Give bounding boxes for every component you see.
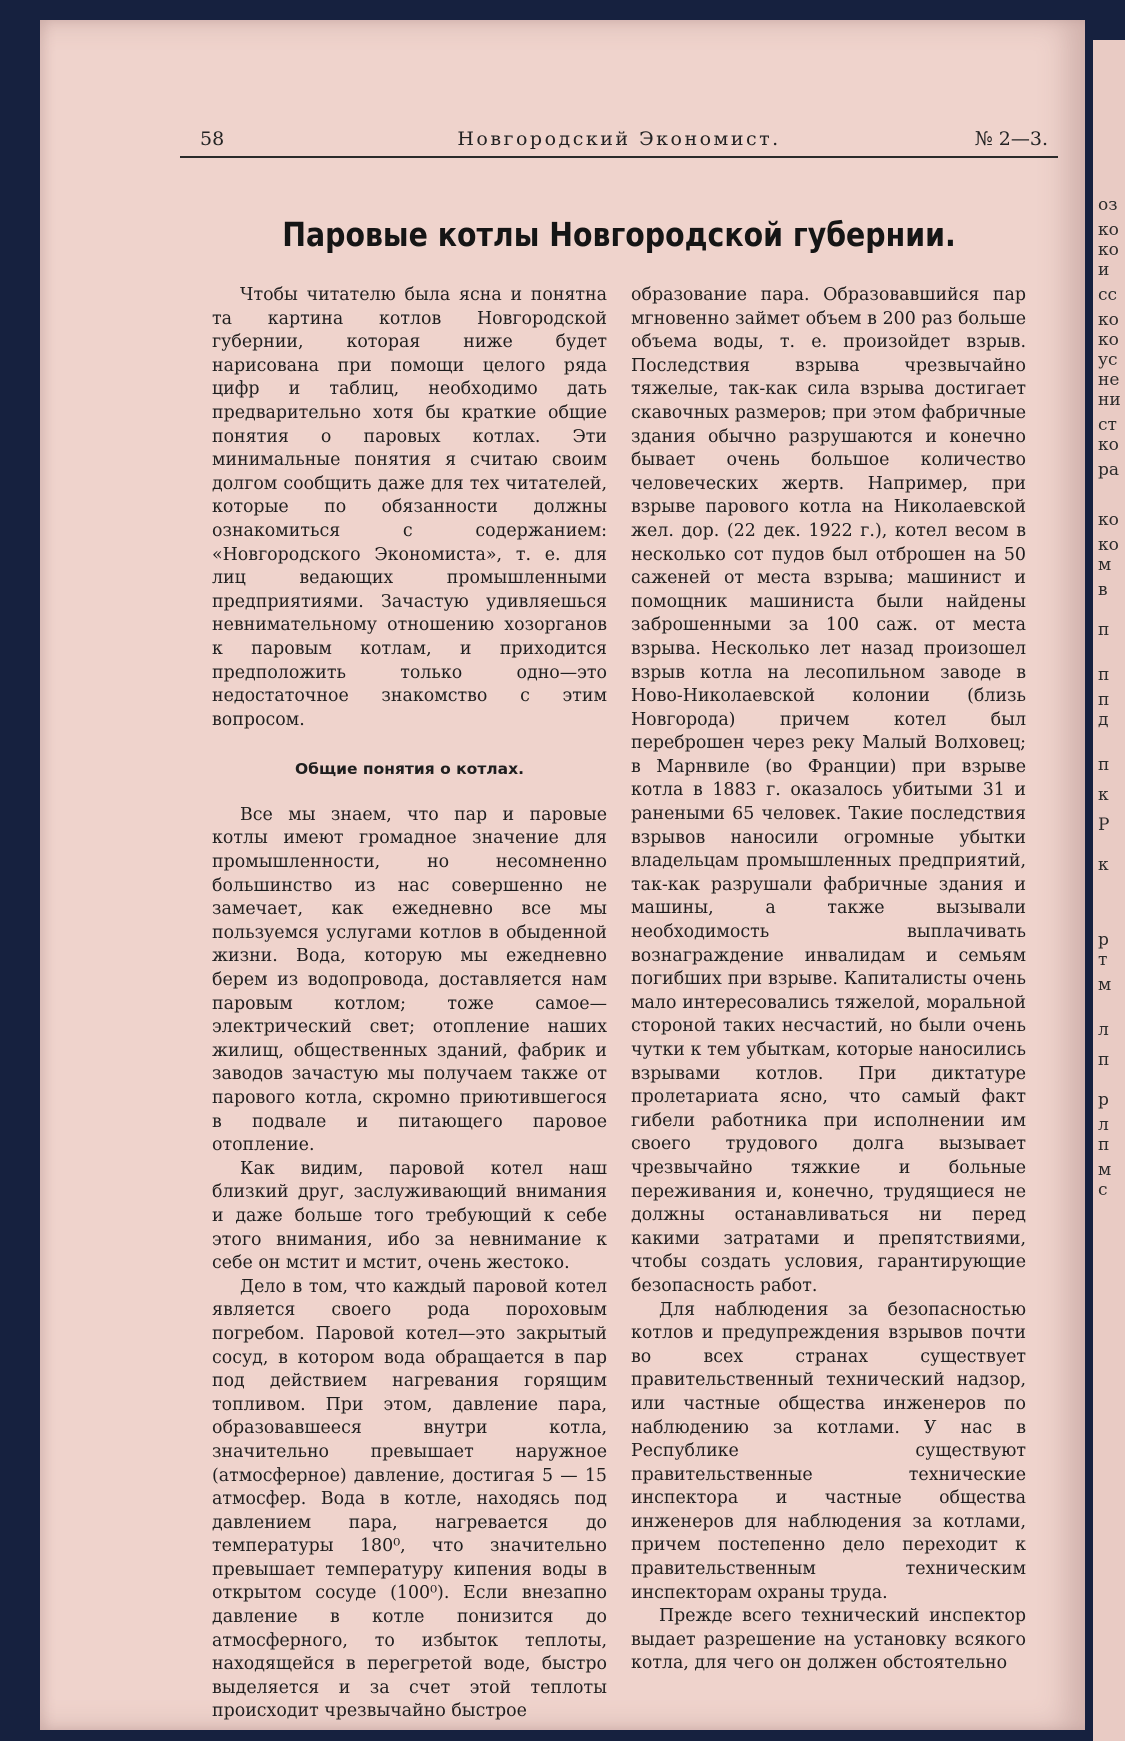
- next-page-fragment: р: [1098, 1090, 1109, 1110]
- paragraph: Все мы знаем, что пар и паровые котлы имеют громадное значение для промышленности, но несомненно большинство из нас совершенно не замечает, как ежедневно все мы пользуемся услугами котлов в обыденной жизни. Вода, которую мы ежедневно берем из водопровода, доставляется нам паровым котлом; тоже самое—электрический свет; отопление наших жилищ, общественных зданий, фабрик и заводов зачастую мы получаем также от парового котла, скромно приютившегося в подвале и питающего паровое отопление.: [212, 804, 607, 1156]
- next-page-fragment: ко: [1098, 510, 1119, 530]
- next-page-fragment: к: [1098, 785, 1109, 805]
- next-page-fragment: ни: [1098, 390, 1121, 410]
- next-page-fragment: ус: [1098, 350, 1118, 370]
- next-page-fragment: Р: [1098, 815, 1110, 835]
- next-page-fragment: ко: [1098, 220, 1119, 240]
- next-page-fragment: л: [1098, 1020, 1109, 1040]
- paragraph: Прежде всего технический инспектор выдает разрешение на установку всякого котла, для чего он должен обстоятельно: [631, 1606, 1026, 1674]
- article-title: Паровые котлы Новгородской губернии.: [282, 215, 956, 254]
- next-page-fragment: п: [1098, 755, 1110, 775]
- next-page-fragment: п: [1098, 1050, 1110, 1070]
- next-page-fragment: п: [1098, 665, 1110, 685]
- next-page-fragment: л: [1098, 1115, 1109, 1135]
- next-page-fragment: в: [1098, 580, 1108, 600]
- next-page-fragment: ко: [1098, 330, 1119, 350]
- next-page-fragment: оз: [1098, 195, 1118, 215]
- next-page-fragment: и: [1098, 260, 1110, 280]
- next-page-fragment: м: [1098, 975, 1112, 995]
- next-page-fragment: с: [1098, 1180, 1108, 1200]
- next-page-fragment: ст: [1098, 415, 1117, 435]
- section-subheading: Общие понятия о котлах.: [294, 760, 524, 779]
- issue-number: № 2—3.: [974, 128, 1048, 150]
- right-column: [631, 284, 1026, 1676]
- next-page-fragment: ко: [1098, 535, 1119, 555]
- paragraph: Для наблюдения за безопасностью котлов и предупреждения взрывов почти во всех странах существует правительственный технический надзор, или частные общества инженеров по наблюдению за котлами. У нас в Республике существуют правительственные технические инспектора и частные общества инженеров для наблюдения за котлами, причем постепенно дело переходит к правительственным техническим инспекторам охраны труда.: [631, 1299, 1026, 1603]
- next-page-fragment: т: [1098, 950, 1108, 970]
- next-page-fragment: р: [1098, 930, 1109, 950]
- next-page-fragment: м: [1098, 1160, 1112, 1180]
- paragraph: образование пара. Образовавшийся пар мгновенно займет объем в 200 раз больше объема воды, т. е. произойдет взрыв. Последствия взрыва чрезвычайно тяжелые, так-как сила взрыва достигает скавочных размеров; при этом фабричные здания обычно разрушаются и конечно бывает очень большое количество человеческих жертв. Например, при взрыве парового котла на Николаевской жел. дор. (22 дек. 1922 г.), котел весом в несколько сот пудов был отброшен на 50 саженей от места взрыва; машинист и помощник машиниста были найдены заброшенными за 100 саж. от места взрыва. Несколько лет назад произошел взрыв котла на лесопильном заводе в Ново-Николаевской колонии (близь Новгорода) причем котел был переброшен через реку Малый Волховец; в Марнвиле (во Франции) при взрыве котла в 1883 г. оказалось убитыми 31 и ранеными 65 человек. Такие последствия взрывов наносили огромные убытки владельцам промышленных предприятий, так-как разрушали фабричные здания и машины, а также вызывали необходимость выплачивать вознаграждение инвалидам и семьям погибших при взрыве. Капиталисты очень мало интересовались тяжелой, моральной стороной таких несчастий, но были очень чутки к тем убыткам, которые наносились взрывами котлов. При диктатуре пролетариата ясно, что самый факт гибели работника при исполнении им своего трудового долга вызывает чрезвычайно тяжкие и больные переживания и, конечно, трудящиеся не должны останавливаться ни перед какими затратами и препятствиями, чтобы создать условия, гарантирующие безопасность работ.: [631, 285, 1026, 1296]
- paragraph: Как видим, паровой котел наш близкий друг, заслуживающий внимания и даже больше того требующий к себе этого внимания, ибо за невнимание к себе он мстит и мстит, очень жестоко.: [212, 1158, 607, 1274]
- next-page-fragment: ко: [1098, 310, 1119, 330]
- next-page-fragment: п: [1098, 690, 1110, 710]
- left-column: [212, 284, 607, 1724]
- next-page-fragment: п: [1098, 1135, 1110, 1155]
- next-page-fragment: ко: [1098, 240, 1119, 260]
- next-page-fragment: д: [1098, 710, 1109, 730]
- next-page-fragment: не: [1098, 370, 1120, 390]
- next-page-edge: [1093, 40, 1125, 1741]
- paragraph: Чтобы читателю была ясна и понятна та картина котлов Новгородской губернии, которая ниже будет нарисована при помощи целого ряда цифр и таблиц, необходимо дать предварительно хотя бы краткие общие понятия о паровых котлах. Эти минимальные понятия я считаю своим долгом сообщить даже для тех читателей, которые по обязанности должны ознакомиться с содержанием: «Новгородского Экономиста», т. е. для лиц ведающих промышленными предприятиями. Зачастую удивляешься невнимательному отношению хозорганов к паровым котлам, и приходится предположить только одно—это недостаточное знакомство с этим вопросом.: [212, 285, 607, 730]
- page-number: 58: [200, 128, 225, 150]
- next-page-fragment: сс: [1098, 285, 1118, 305]
- next-page-fragment: ко: [1098, 435, 1119, 455]
- journal-title: Новгородский Экономист.: [457, 128, 781, 150]
- next-page-fragment: к: [1098, 855, 1109, 875]
- next-page-fragment: п: [1098, 620, 1110, 640]
- paragraph: Дело в том, что каждый паровой котел является своего рода пороховым погребом. Паровой котел—это закрытый сосуд, в котором вода обращается в пар под действием нагревания горящим топливом. При этом, давление пара, образовавшееся внутри котла, значительно превышает наружное (атмосферное) давление, достигая 5 — 15 атмосфер. Вода в котле, находясь под давлением пара, нагревается до температуры 180⁰, что значительно превышает температуру кипения воды в открытом сосуде (100⁰). Если внезапно давление в котле понизится до атмосферного, то избыток теплоты, находящейся в перегретой воде, быстро выделяется и за счет этой теплоты происходит чрезвычайно быстрое: [212, 1276, 607, 1722]
- running-header: [180, 128, 1058, 158]
- next-page-fragment: ра: [1098, 460, 1120, 480]
- next-page-fragment: м: [1098, 555, 1112, 575]
